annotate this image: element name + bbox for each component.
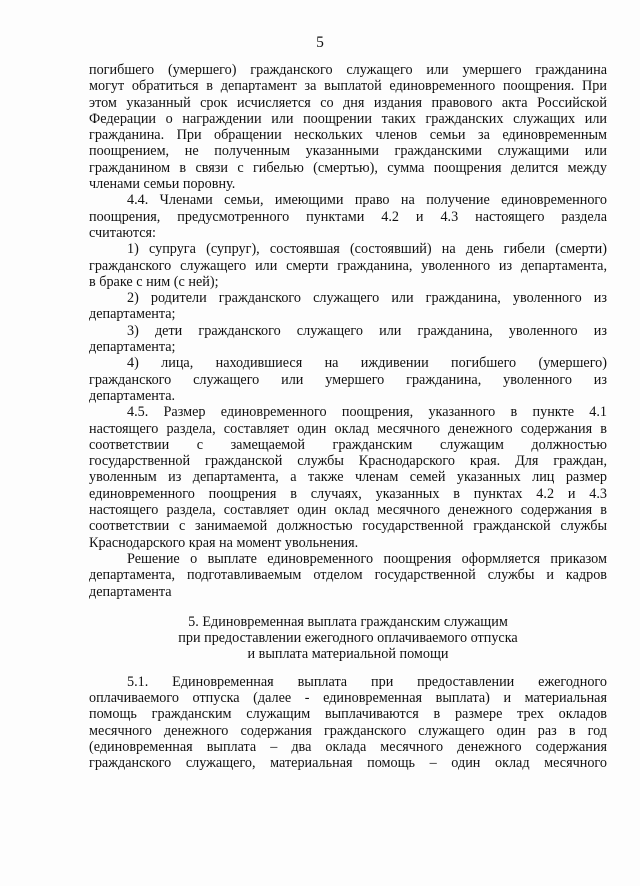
text-line: настоящего раздела, составляет один оклад месячного денежного содержания в [89,420,607,437]
text-line: департамента [89,583,172,600]
text-line: департамента; [89,339,176,356]
text-line: 5.1. Единовременная выплата при предоставлении ежегодного [127,673,607,690]
text-line: считаются: [89,224,156,241]
section-heading-line: и выплата материальной помощи [247,646,449,663]
text-line: соответствии с замещаемой гражданским служащим должностью [89,436,607,453]
text-line: (единовременная выплата – два оклада месячного денежного содержания [89,738,607,755]
text-line: поощрением, не полученным указанными гражданскими служащими или [89,143,607,160]
text-line: 4) лица, находившиеся на иждивении погибшего (умершего) [127,355,607,372]
text-line: оплачиваемого отпуска (далее - единовременная выплата) и материальная [89,689,607,706]
text-line: гражданского служащего или умершего гражданина, уволенного из [89,371,607,388]
text-line: помощь гражданским служащим выплачиваются в размере трех окладов [89,706,607,723]
text-line: государственной гражданской службы Краснодарского края. Для граждан, [89,453,607,470]
text-line: Федерации о награждении или поощрении таких гражданских служащих или [89,110,607,127]
text-line: 3) дети гражданского служащего или гражданина, уволенного из [127,322,607,339]
text-line: 2) родители гражданского служащего или гражданина, уволенного из [127,290,607,307]
text-line: гражданином в связи с гибелью (смертью), сумма поощрения делится между [89,159,607,176]
spacer [89,600,607,614]
text-line: 4.4. Членами семьи, имеющими право на получение единовременного [127,192,607,209]
text-line: департамента; [89,306,176,323]
text-line: членами семьи поровну. [89,176,236,193]
text-line: поощрения, предусмотренного пунктами 4.2 и 4.3 настоящего раздела [89,208,607,225]
text-line: единовременного поощрения в случаях, указанных в пунктах 4.2 и 4.3 [89,485,607,502]
section-heading-line: при предоставлении ежегодного оплачиваемого отпуска [178,630,518,647]
text-line: месячного денежного содержания гражданского служащего один раз в год [89,722,607,739]
text-line: департамента. [89,387,176,404]
text-line: гражданского служащего, материальная помощь – один оклад месячного [89,755,607,772]
text-line: Краснодарского края на момент увольнения. [89,534,359,551]
text-line: 1) супруга (супруг), состоявшая (состоявший) на день гибели (смерти) [127,241,607,258]
text-line: могут обратиться в департамент за выплатой единовременного поощрения. При [89,78,607,95]
text-line: этом указанный срок исчисляется со дня издания правового акта Российской [89,94,607,111]
spacer [89,663,607,674]
text-line: погибшего (умершего) гражданского служащего или умершего гражданина [89,62,607,78]
text-line: 4.5. Размер единовременного поощрения, указанного в пункте 4.1 [127,404,607,421]
page-number: 5 [316,34,324,51]
text-line: в браке с ним (с ней); [89,273,219,290]
text-line: соответствии с занимаемой должностью государственной гражданской службы [89,518,607,535]
text-line: гражданина. При обращении нескольких членов семьи за единовременным [89,127,607,144]
text-line: гражданского служащего или смерти гражданина, уволенного из департамента, [89,257,607,274]
text-line: настоящего раздела, составляет один оклад месячного денежного содержания в [89,502,607,519]
text-line: Решение о выплате единовременного поощрения оформляется приказом [127,550,607,567]
text-line: департамента, подготавливаемым отделом государственной службы и кадров [89,567,607,584]
document-body [89,62,607,771]
section-heading-line: 5. Единовременная выплата гражданским служащим [188,613,508,630]
text-line: уволенным из департамента, а также членам семей указанных лиц размер [89,469,607,486]
